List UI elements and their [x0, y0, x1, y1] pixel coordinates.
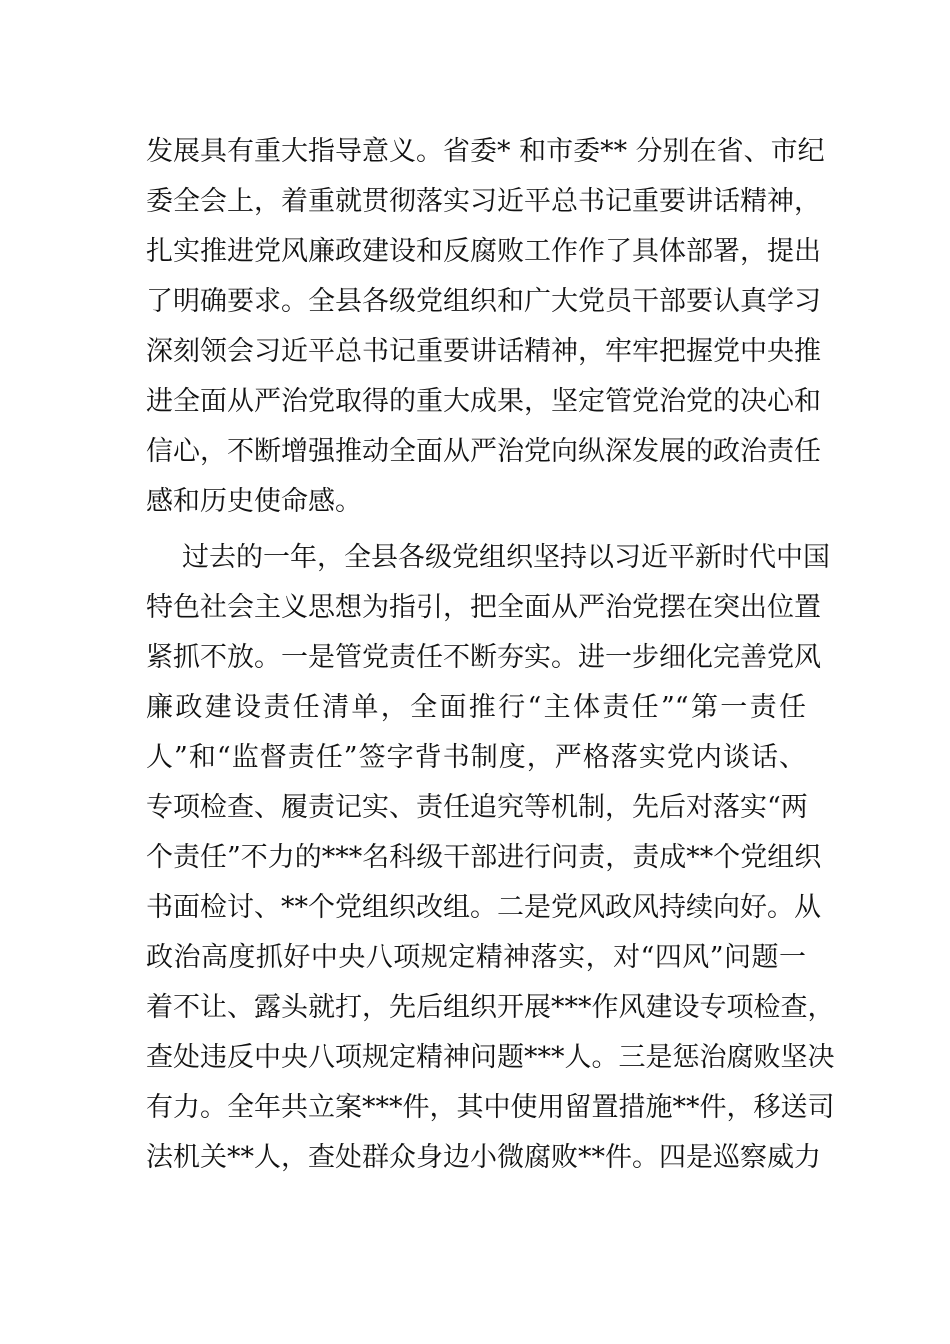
paragraph-2-line-5: 人”和“监督责任”签字背书制度，严格落实党内谈话、: [146, 742, 806, 773]
paragraph-1-line-5: 深刻领会习近平总书记重要讲话精神，牢牢把握党中央推: [146, 336, 821, 367]
paragraph-2-line-11: 查处违反中央八项规定精神问题***人。三是惩治腐败坚决: [146, 1042, 835, 1073]
paragraph-1-line-2: 委全会上，着重就贯彻落实习近平总书记重要讲话精神，: [146, 186, 821, 217]
paragraph-1-line-4: 了明确要求。全县各级党组织和广大党员干部要认真学习: [146, 286, 821, 317]
paragraph-2-line-8: 书面检讨、**个党组织改组。二是党风政风持续向好。从: [146, 892, 821, 923]
paragraph-1-line-8: 感和历史使命感。: [146, 486, 362, 517]
paragraph-2-line-4: 廉政建设责任清单，全面推行“主体责任”“第一责任: [146, 692, 806, 723]
paragraph-2-line-2: 特色社会主义思想为指引，把全面从严治党摆在突出位置: [146, 592, 821, 623]
paragraph-1-line-3: 扎实推进党风廉政建设和反腐败工作作了具体部署，提出: [146, 236, 821, 267]
paragraph-2-line-7: 个责任”不力的***名科级干部进行问责，责成**个党组织: [146, 842, 822, 873]
paragraph-2-line-13: 法机关**人，查处群众身边小微腐败**件。四是巡察威力: [146, 1142, 821, 1173]
paragraph-2-line-3: 紧抓不放。一是管党责任不断夯实。进一步细化完善党风: [146, 642, 821, 673]
paragraph-1-line-6: 进全面从严治党取得的重大成果，坚定管党治党的决心和: [146, 386, 821, 417]
paragraph-2-line-10: 着不让、露头就打，先后组织开展***作风建设专项检查，: [146, 992, 835, 1023]
paragraph-1-line-7: 信心，不断增强推动全面从严治党向纵深发展的政治责任: [146, 436, 821, 467]
paragraph-1-line-1: 发展具有重大指导意义。省委* 和市委** 分别在省、市纪: [146, 136, 825, 167]
paragraph-2-line-1: 过去的一年，全县各级党组织坚持以习近平新时代中国: [182, 542, 830, 573]
paragraph-2-line-6: 专项检查、履责记实、责任追究等机制，先后对落实“两: [146, 792, 808, 823]
paragraph-2-line-9: 政治高度抓好中央八项规定精神落实，对“四风”问题一: [146, 942, 806, 973]
paragraph-2-line-12: 有力。全年共立案***件，其中使用留置措施**件，移送司: [146, 1092, 835, 1123]
